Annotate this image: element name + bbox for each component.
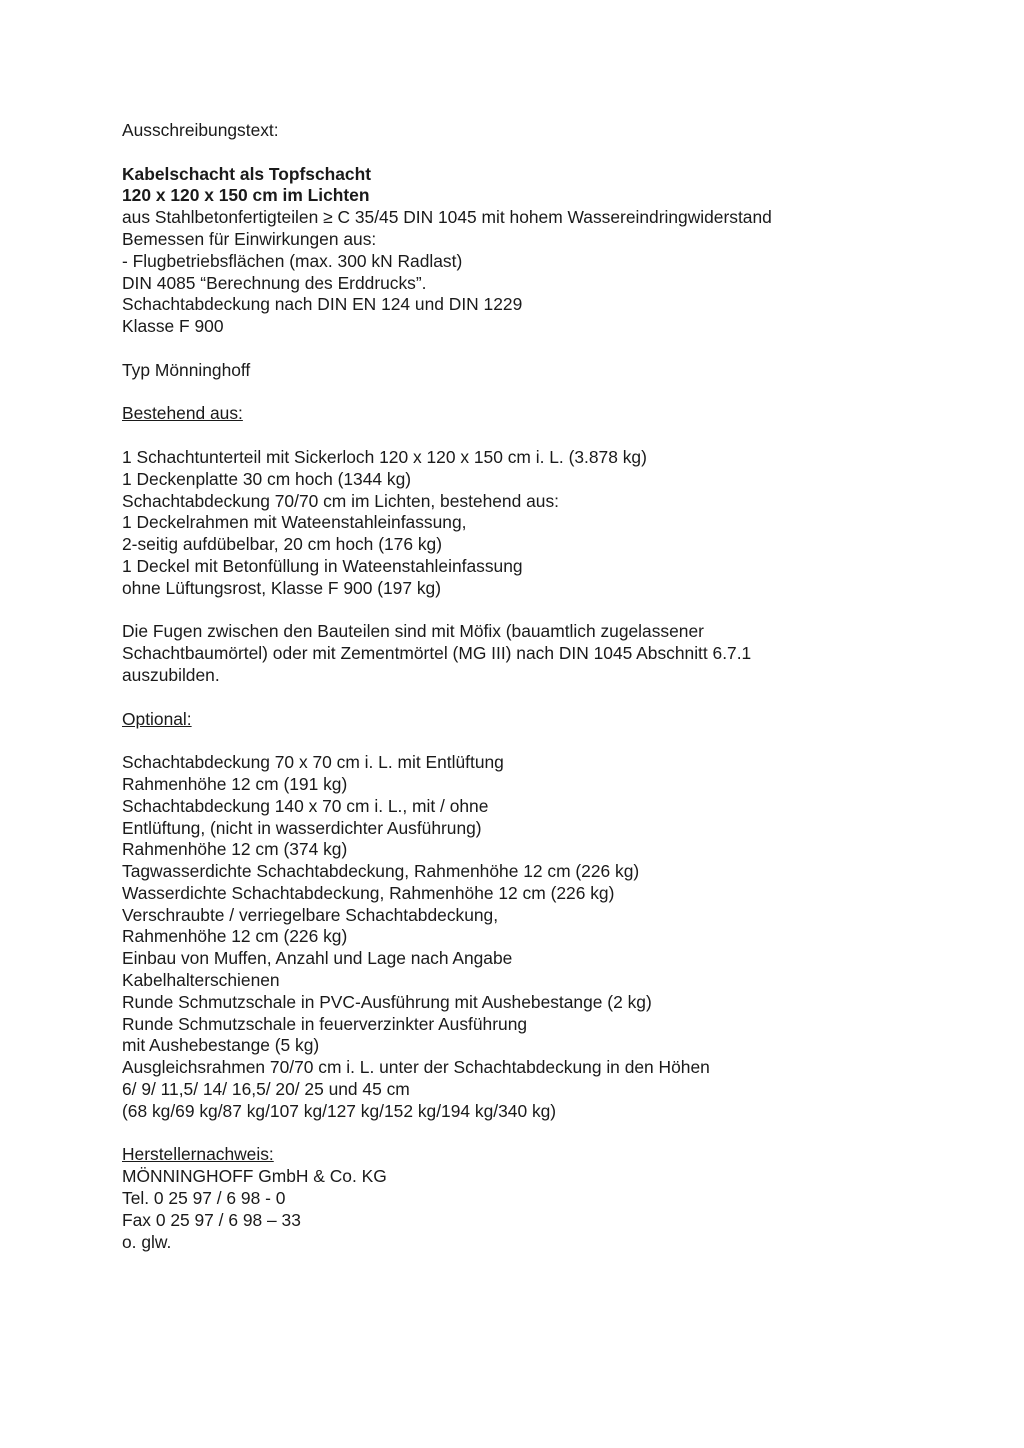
- component-line: 1 Deckelrahmen mit Wateenstahleinfassung,: [122, 512, 467, 533]
- optional-line: Ausgleichsrahmen 70/70 cm i. L. unter der Schachtabdeckung in den Höhen: [122, 1057, 710, 1078]
- manufacturer-heading: Herstellernachweis:: [122, 1144, 274, 1165]
- optional-line: 6/ 9/ 11,5/ 14/ 16,5/ 20/ 25 und 45 cm: [122, 1079, 410, 1100]
- optional-line: Runde Schmutzschale in feuerverzinkter Ausführung: [122, 1013, 528, 1034]
- joints-line: Schachtbaumörtel) oder mit Zementmörtel (MG III) nach DIN 1045 Abschnitt 6.7.1: [122, 643, 752, 664]
- optional-line: Runde Schmutzschale in PVC-Ausführung mit Aushebestange (2 kg): [122, 991, 652, 1012]
- manufacturer-name: MÖNNINGHOFF GmbH & Co. KG: [122, 1166, 387, 1187]
- component-line: Schachtabdeckung 70/70 cm im Lichten, bestehend aus:: [122, 490, 559, 511]
- joints-line: auszubilden.: [122, 664, 220, 685]
- component-line: ohne Lüftungsrost, Klasse F 900 (197 kg): [122, 577, 442, 598]
- optional-line: Rahmenhöhe 12 cm (374 kg): [122, 839, 348, 860]
- optional-line: Entlüftung, (nicht in wasserdichter Ausführung): [122, 817, 482, 838]
- component-line: 1 Deckenplatte 30 cm hoch (1344 kg): [122, 468, 412, 489]
- label-ausschreibungstext: Ausschreibungstext:: [122, 120, 279, 140]
- optional-line: mit Aushebestange (5 kg): [122, 1035, 320, 1056]
- optional-line: Rahmenhöhe 12 cm (226 kg): [122, 926, 348, 947]
- joints-line: Die Fugen zwischen den Bauteilen sind mit Möfix (bauamtlich zugelassener: [122, 621, 704, 642]
- component-line: 1 Schachtunterteil mit Sickerloch 120 x 120 x 150 cm i. L. (3.878 kg): [122, 446, 647, 467]
- components-heading: Bestehend aus:: [122, 403, 243, 424]
- optional-line: Schachtabdeckung 140 x 70 cm i. L., mit / ohne: [122, 795, 489, 816]
- optional-line: Wasserdichte Schachtabdeckung, Rahmenhöhe 12 cm (226 kg): [122, 882, 615, 903]
- component-line: 2-seitig aufdübelbar, 20 cm hoch (176 kg): [122, 534, 442, 555]
- intro-line: Schachtabdeckung nach DIN EN 124 und DIN 1229: [122, 294, 523, 315]
- intro-line: Klasse F 900: [122, 316, 224, 337]
- component-line: 1 Deckel mit Betonfüllung in Wateenstahleinfassung: [122, 555, 523, 576]
- document-title: Kabelschacht als Topfschacht: [122, 163, 372, 184]
- manufacturer-phone: Tel. 0 25 97 / 6 98 - 0: [122, 1188, 286, 1209]
- type-line: Typ Mönninghoff: [122, 359, 251, 380]
- optional-line: Kabelhalterschienen: [122, 970, 280, 991]
- document-page: [122, 120, 982, 1253]
- optional-line: Einbau von Muffen, Anzahl und Lage nach Angabe: [122, 948, 513, 969]
- optional-line: Tagwasserdichte Schachtabdeckung, Rahmenhöhe 12 cm (226 kg): [122, 861, 640, 882]
- manufacturer-fax: Fax 0 25 97 / 6 98 – 33: [122, 1209, 301, 1230]
- optional-line: Rahmenhöhe 12 cm (191 kg): [122, 773, 348, 794]
- manufacturer-equivalent: o. glw.: [122, 1231, 172, 1252]
- intro-line: DIN 4085 “Berechnung des Erddrucks”.: [122, 272, 427, 293]
- optional-line: Schachtabdeckung 70 x 70 cm i. L. mit Entlüftung: [122, 752, 504, 773]
- optional-line: (68 kg/69 kg/87 kg/107 kg/127 kg/152 kg/194 kg/340 kg): [122, 1100, 557, 1121]
- intro-line: - Flugbetriebsflächen (max. 300 kN Radlast): [122, 250, 463, 271]
- intro-line: Bemessen für Einwirkungen aus:: [122, 228, 377, 249]
- optional-heading: Optional:: [122, 708, 192, 729]
- intro-line: aus Stahlbetonfertigteilen ≥ C 35/45 DIN 1045 mit hohem Wassereindringwiderstand: [122, 207, 772, 228]
- optional-line: Verschraubte / verriegelbare Schachtabdeckung,: [122, 904, 499, 925]
- document-subtitle: 120 x 120 x 150 cm im Lichten: [122, 185, 370, 206]
